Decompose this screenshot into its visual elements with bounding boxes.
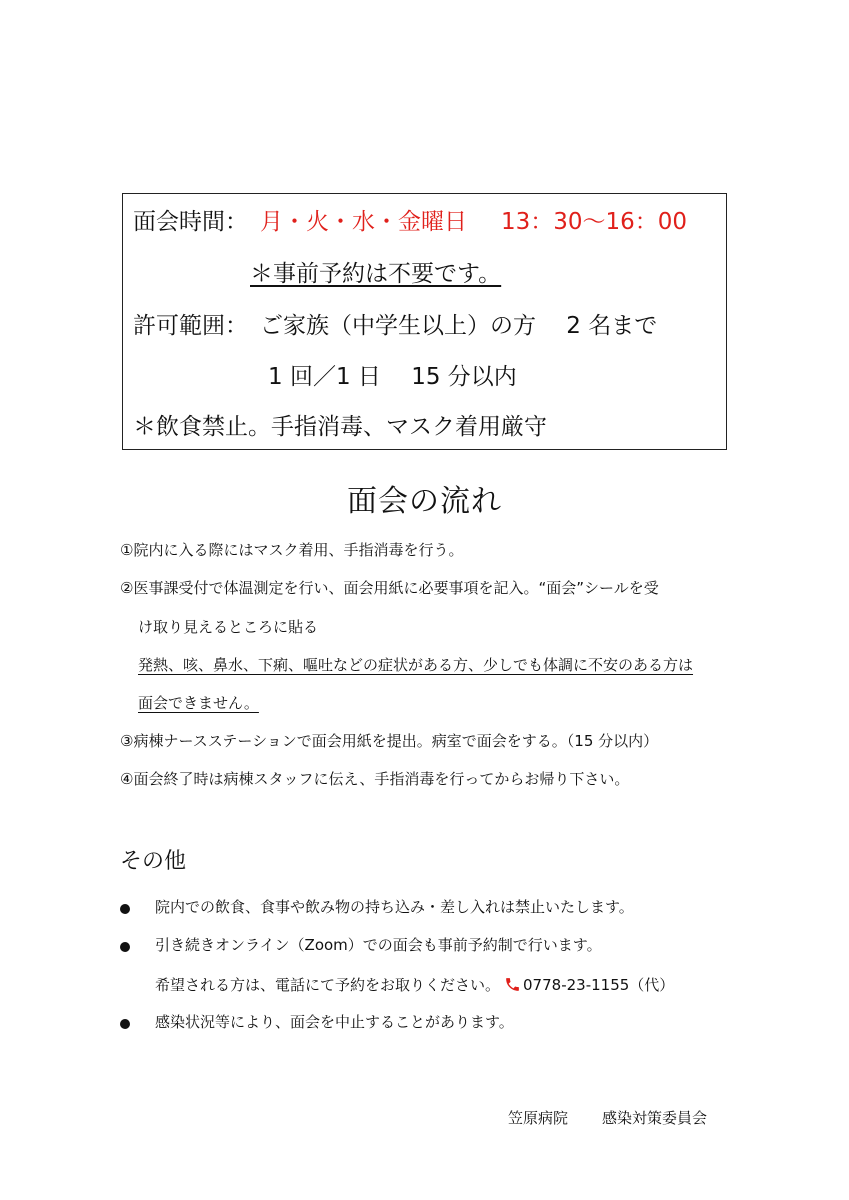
flow-step-4: ④面会終了時は病棟スタッフに伝え、手指消毒を行ってからお帰り下さい。: [120, 770, 630, 788]
footer-signature: [508, 1111, 707, 1126]
permission-text: ご家族（中学生以上）の方 2 名まで: [260, 313, 658, 339]
other-item-3: 感染状況等により、面会を中止することがあります。: [155, 1013, 514, 1031]
visiting-hours-row: [133, 211, 687, 234]
symptom-warning-text-1: 発熱、咳、鼻水、下痢、嘔吐などの症状がある方、少しでも体調に不安のある方は: [138, 656, 694, 674]
bullet-icon: [120, 942, 130, 952]
flow-step-2-line-2: け取り見えるところに貼る: [138, 618, 319, 636]
no-reservation-note: ＊事前予約は不要です。: [250, 261, 502, 287]
visiting-info-box: [122, 193, 727, 450]
flow-step-2-line-1: ②医事課受付で体温測定を行い、面会用紙に必要事項を記入。“面会”シールを受: [120, 579, 659, 597]
symptom-warning-line-1: [138, 658, 693, 673]
other-item-2-line-1: 引き続きオンライン（Zoom）での面会も事前予約制で行います。: [155, 936, 602, 954]
other-section-title: その他: [120, 849, 187, 874]
other-item-2-line-2: [155, 976, 674, 993]
visiting-days: 月・火・水・金曜日: [260, 209, 467, 235]
phone-number: 0778-23-1155（代）: [523, 976, 675, 994]
visiting-time: 13：30～16：00: [501, 209, 688, 235]
rules-note: ＊飲食禁止。手指消毒、マスク着用厳守: [133, 414, 547, 440]
permission-row: [133, 315, 657, 338]
committee-name: 感染対策委員会: [602, 1109, 708, 1127]
other-item-1: 院内での飲食、食事や飲み物の持ち込み・差し入れは禁止いたします。: [155, 898, 634, 916]
flow-step-3: ③病棟ナースステーションで面会用紙を提出。病室で面会をする。（15 分以内）: [120, 732, 659, 750]
visit-limit: 1 回／1 日 15 分以内: [268, 364, 517, 390]
symptom-warning-line-2: [138, 696, 259, 711]
flow-step-1: ①院内に入る際にはマスク着用、手指消毒を行う。: [120, 541, 464, 559]
hospital-name: 笠原病院: [508, 1109, 569, 1127]
reservation-instruction: 希望される方は、電話にて予約をお取りください。: [155, 976, 501, 994]
visiting-hours-label: 面会時間：: [133, 209, 248, 235]
symptom-warning-text-2: 面会できません。: [138, 694, 259, 712]
permission-label: 許可範囲：: [133, 313, 248, 339]
phone-icon: [504, 976, 521, 993]
bullet-icon: [120, 1019, 130, 1029]
bullet-icon: [120, 904, 130, 914]
flow-title: 面会の流れ: [347, 484, 502, 519]
